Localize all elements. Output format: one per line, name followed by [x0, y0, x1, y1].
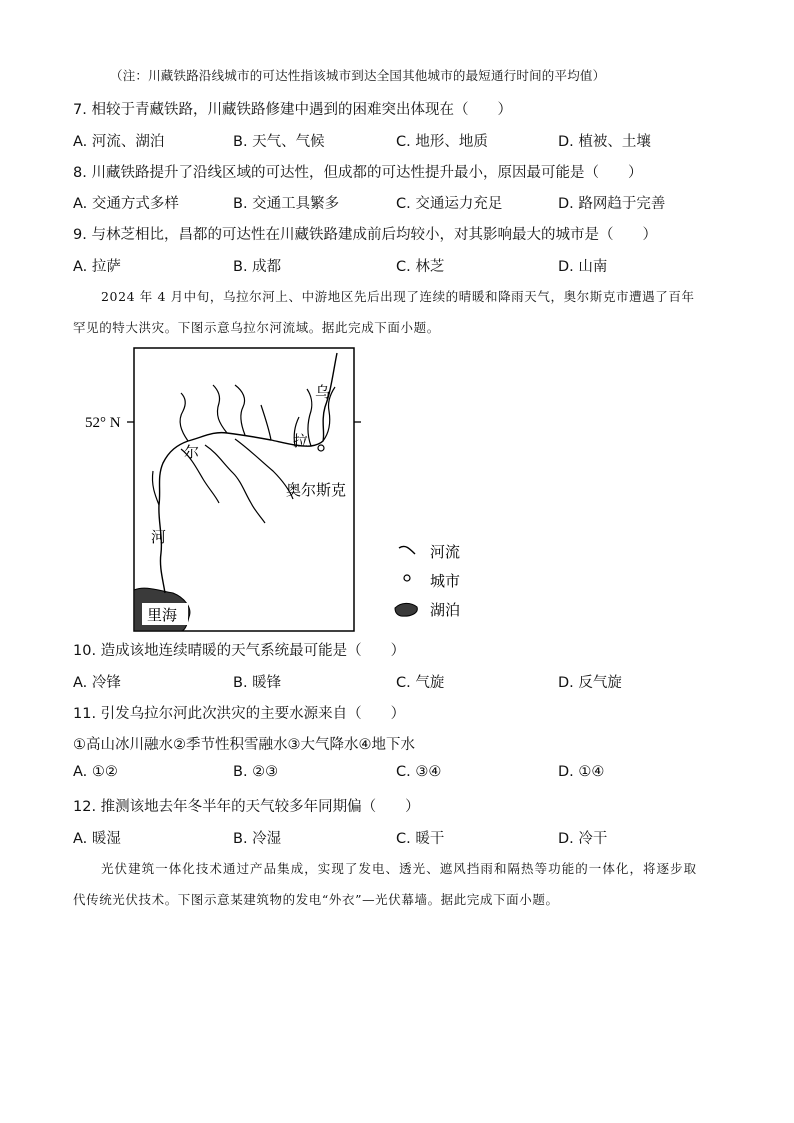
- q11-option-a[interactable]: A. ①②: [73, 764, 118, 780]
- lat-label: 52° N: [85, 415, 121, 431]
- legend-city-label: 城市: [430, 572, 461, 590]
- ural-river-basin-map: [85, 345, 485, 635]
- q9-option-c[interactable]: C. 林芝: [396, 259, 445, 275]
- river-char-wu: 乌: [315, 383, 331, 401]
- passage-2-line-1: 光伏建筑一体化技术通过产品集成，实现了发电、透光、遮风挡雨和隔热等功能的一体化，将逐步取: [101, 861, 698, 876]
- accessibility-note: （注：川藏铁路沿线城市的可达性指该城市到达全国其他城市的最短通行时间的平均值）: [110, 68, 606, 83]
- tributary-1: [180, 393, 188, 441]
- question-10-stem: 10. 造成该地连续晴暖的天气系统最可能是（ ）: [73, 643, 406, 659]
- tributary-5: [261, 405, 271, 440]
- q8-option-a[interactable]: A. 交通方式多样: [73, 196, 179, 212]
- q12-option-c[interactable]: C. 暖干: [396, 831, 445, 847]
- tributary-4: [235, 385, 245, 435]
- orsk-city-label: 奥尔斯克: [286, 481, 347, 499]
- q8-option-d[interactable]: D. 路网趋于完善: [558, 196, 666, 212]
- legend-city-icon: [404, 575, 410, 581]
- legend-lake-icon: [395, 603, 417, 616]
- q9-option-d[interactable]: D. 山南: [558, 259, 608, 275]
- q8-option-c[interactable]: C. 交通运力充足: [396, 196, 503, 212]
- tributary-2: [152, 471, 159, 505]
- q9-option-b[interactable]: B. 成都: [233, 259, 282, 275]
- question-7-stem: 7. 相较于青藏铁路，川藏铁路修建中遇到的困难突出体现在（ ）: [73, 102, 512, 118]
- tributary-3: [213, 385, 227, 433]
- q10-option-b[interactable]: B. 暖锋: [233, 675, 282, 691]
- q11-option-c[interactable]: C. ③④: [396, 764, 442, 780]
- legend-river-label: 河流: [430, 543, 461, 561]
- q8-option-b[interactable]: B. 交通工具繁多: [233, 196, 340, 212]
- river-char-er: 尔: [184, 443, 200, 461]
- q7-option-d[interactable]: D. 植被、土壤: [558, 134, 651, 150]
- passage-1-line-1: 2024 年 4 月中旬，乌拉尔河上、中游地区先后出现了连续的晴暖和降雨天气，奥尔斯克市遭遇了百年: [101, 289, 695, 304]
- lake-label: 里海: [147, 606, 178, 624]
- q10-option-d[interactable]: D. 反气旋: [558, 675, 622, 691]
- question-11-stem: 11. 引发乌拉尔河此次洪灾的主要水源来自（ ）: [73, 706, 406, 722]
- q7-option-b[interactable]: B. 天气、气候: [233, 134, 325, 150]
- passage-1-line-2: 罕见的特大洪灾。下图示意乌拉尔河流域。据此完成下面小题。: [73, 320, 440, 335]
- q7-option-a[interactable]: A. 河流、湖泊: [73, 134, 165, 150]
- orsk-city-dot: [318, 445, 324, 451]
- q12-option-a[interactable]: A. 暖湿: [73, 831, 121, 847]
- q12-option-d[interactable]: D. 冷干: [558, 831, 608, 847]
- q10-option-a[interactable]: A. 冷锋: [73, 675, 121, 691]
- q11-option-d[interactable]: D. ①④: [558, 764, 605, 780]
- q7-option-c[interactable]: C. 地形、地质: [396, 134, 488, 150]
- question-9-stem: 9. 与林芝相比，昌都的可达性在川藏铁路建成前后均较小，对其影响最大的城市是（ ）: [73, 227, 657, 243]
- ural-river-main: [159, 353, 337, 593]
- q10-option-c[interactable]: C. 气旋: [396, 675, 445, 691]
- river-char-la: 拉: [293, 432, 309, 450]
- q11-option-b[interactable]: B. ②③: [233, 764, 279, 780]
- passage-2-line-2: 代传统光伏技术。下图示意某建筑物的发电“外衣”—光伏幕墙。据此完成下面小题。: [73, 892, 559, 907]
- legend-river-icon: [399, 546, 415, 554]
- question-8-stem: 8. 川藏铁路提升了沿线区域的可达性，但成都的可达性提升最小，原因最可能是（ ）: [73, 165, 643, 181]
- q9-option-a[interactable]: A. 拉萨: [73, 259, 121, 275]
- legend-lake-label: 湖泊: [430, 601, 461, 619]
- q12-option-b[interactable]: B. 冷湿: [233, 831, 282, 847]
- question-12-stem: 12. 推测该地去年冬半年的天气较多年同期偏（ ）: [73, 799, 420, 815]
- question-11-choices: ①高山冰川融水②季节性积雪融水③大气降水④地下水: [73, 737, 415, 753]
- river-char-he: 河: [151, 528, 167, 546]
